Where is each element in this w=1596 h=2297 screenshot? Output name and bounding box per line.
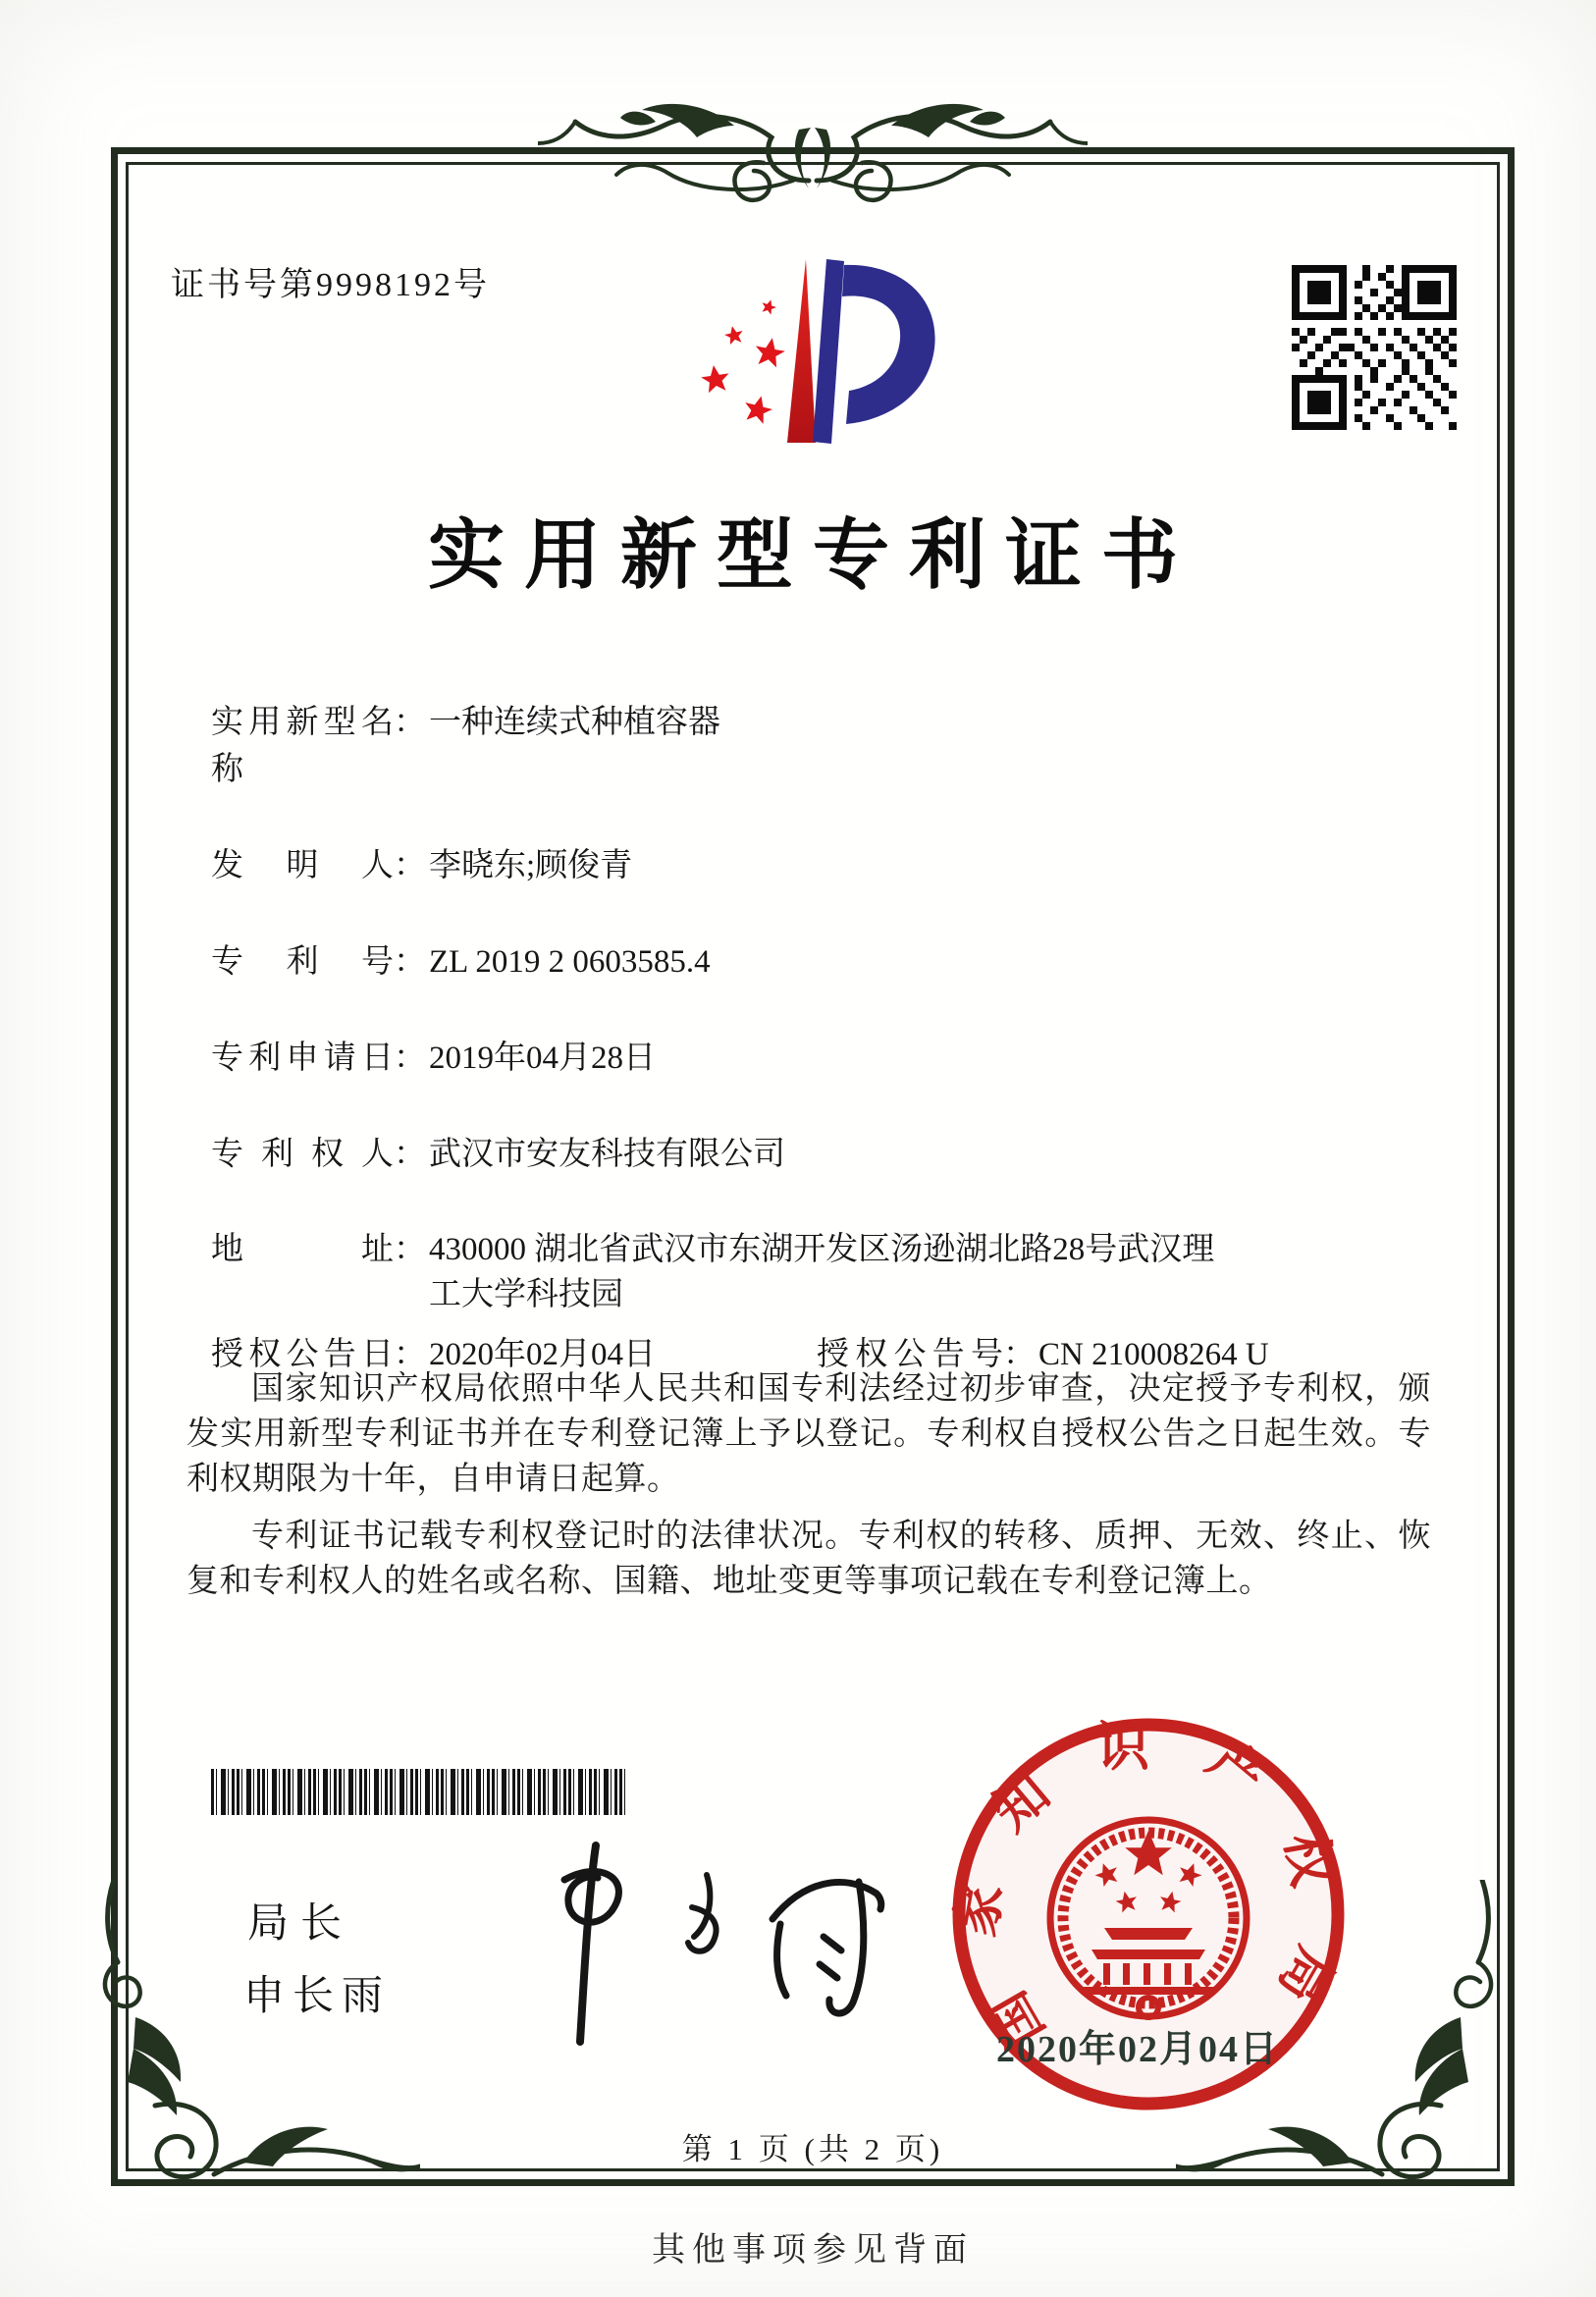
grant-date-label: 授权公告日	[211, 1337, 394, 1372]
field-colon: ：	[394, 1041, 426, 1076]
director-signature-handwriting	[486, 1821, 908, 2052]
logo-blue-p	[813, 259, 935, 444]
field-label: 发明人	[211, 848, 394, 883]
field-row-name	[211, 699, 1438, 793]
field-label: 专利申请日	[211, 1041, 394, 1076]
logo-stars	[700, 297, 787, 425]
legal-body-text	[186, 1366, 1431, 1604]
grant-number-value: CN 210008264 U	[1038, 1337, 1269, 1372]
director-title: 局长	[247, 1901, 354, 1947]
certificate-number: 证书号第9998192号	[171, 267, 490, 303]
legal-paragraph-1: 国家知识产权局依照中华人民共和国专利法经过初步审查，决定授予专利权，颁发实用新型专利证书并在专利登记簿上予以登记。专利权自授权公告之日起生效。专利权期限为十年，自申请日起算。	[186, 1371, 1431, 1497]
qr-code	[1292, 265, 1457, 430]
certificate-title: 实用新型专利证书	[427, 512, 1197, 598]
field-value: 2019年04月28日	[429, 1041, 656, 1076]
barcode	[211, 1769, 625, 1815]
field-label: 地址	[211, 1232, 394, 1267]
grant-date-value: 2020年02月04日	[429, 1337, 656, 1372]
grant-number-label: 授权公告号	[817, 1337, 1003, 1372]
seal-org-text: 国家知识产权局	[945, 1717, 1352, 2057]
field-colon: ：	[394, 1232, 426, 1267]
field-colon: ：	[394, 848, 426, 883]
field-label: 实用新型名称	[211, 705, 394, 787]
field-colon: ：	[1003, 1337, 1036, 1372]
logo-red-wedge	[787, 259, 816, 443]
field-label: 专利号	[211, 944, 394, 980]
certificate-fields	[211, 699, 1438, 1427]
top-flourish-ornament	[538, 86, 1088, 214]
field-colon: ：	[394, 1137, 426, 1172]
field-colon: ：	[394, 944, 426, 980]
field-colon: ：	[394, 705, 426, 740]
field-row-patentee	[211, 1131, 1438, 1178]
field-row-address	[211, 1227, 1438, 1317]
field-value: 430000 湖北省武汉市东湖开发区汤逊湖北路28号武汉理工大学科技园	[429, 1232, 1215, 1312]
page-number-footer: 第 1 页 (共 2 页)	[681, 2132, 944, 2166]
cnipa-logo	[677, 245, 962, 456]
field-colon: ：	[394, 1337, 426, 1372]
see-back-note: 其他事项参见背面	[652, 2232, 974, 2269]
director-name: 申长雨	[243, 1974, 392, 2019]
field-value: 一种连续式种植容器	[429, 705, 720, 740]
field-value: 李晓东;顾俊青	[429, 848, 633, 883]
field-row-inventor	[211, 842, 1438, 889]
legal-paragraph-2: 专利证书记载专利权登记时的法律状况。专利权的转移、质押、无效、终止、恢复和专利权人的姓名或名称、国籍、地址变更等事项记载在专利登记簿上。	[186, 1519, 1431, 1599]
field-row-filing-date	[211, 1035, 1438, 1082]
field-row-patent-number	[211, 938, 1438, 986]
field-value: ZL 2019 2 0603585.4	[429, 944, 711, 980]
field-label: 专利权人	[211, 1137, 394, 1172]
field-value: 武汉市安友科技有限公司	[429, 1137, 785, 1172]
seal-date: 2020年02月04日	[996, 2029, 1280, 2070]
